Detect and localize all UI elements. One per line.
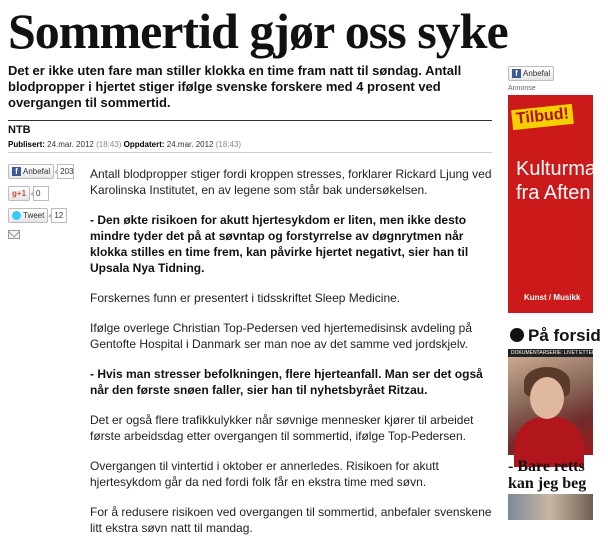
sidebar-like	[508, 63, 554, 81]
ad-line: fra Aften	[516, 182, 591, 204]
author-name[interactable]: NTB	[8, 124, 31, 136]
ad-offer-tag: Tilbud!	[511, 104, 574, 130]
published-label: Publisert:	[8, 140, 45, 149]
article-headline: Sommertid gjør oss syke	[8, 3, 508, 59]
article-paragraph: Antall blodpropper stiger fordi kroppen stresses, forklarer Rickard Ljung ved Karolinska Institutet, en av legene som står bak undersøkelsen.	[90, 167, 492, 197]
article-paragraph: Ifølge overlege Christian Top-Pedersen ved hjertemedisinsk avdeling på Gentofte Hospital i Danmark ser man noe av det samme ved jordskjelv.	[90, 321, 472, 351]
gplus-share	[8, 186, 74, 201]
article-quote: - Hvis man stresser befolkningen, flere hjerteanfall. Man ser det også når den første snøen faller, sier han til nyhetsbyrået Ritzau.	[90, 367, 483, 397]
article-paragraph: Forskernes funn er presentert i tidsskriftet Sleep Medicine.	[90, 291, 401, 305]
byline	[8, 124, 241, 151]
tweet-label: Tweet	[23, 211, 45, 220]
divider	[8, 120, 492, 121]
facebook-icon: f	[12, 167, 21, 176]
ad-line: Kulturma	[516, 158, 597, 180]
advertisement-banner[interactable]	[508, 95, 597, 313]
article-paragraph: For å redusere risikoen ved overgangen til sommertid, anbefaler svenskene litt ekstra søvn natt til mandag.	[90, 505, 492, 535]
published-time: (18:43)	[96, 140, 122, 149]
ad-headline	[516, 157, 596, 205]
teaser-headline[interactable]	[508, 458, 598, 492]
article-paragraph: Det er også flere trafikkulykker når søvnige mennesker kjører til arbeidet første arbeidsdag etter overgangen til sommertid, ifølge Top-Pedersen.	[90, 413, 474, 443]
facebook-share	[8, 164, 74, 179]
front-page-logo-icon	[510, 328, 524, 342]
twitter-share	[8, 208, 74, 223]
article-quote: - Den økte risikoen for akutt hjertesykdom er liten, men ikke desto mindre tyder det på at søvntap og forstyrrelse av døgnrytmen når klokka stilles en time frem, kan påvirke hjertet negativt, sier han til Upsala Nya Tidning.	[90, 213, 469, 275]
updated-date: 24.mar. 2012	[166, 140, 214, 149]
ad-footer: Kunst / Musikk	[524, 293, 581, 302]
twitter-icon	[12, 211, 21, 220]
tweet-count: 12	[51, 208, 67, 223]
article-body	[90, 166, 492, 550]
sidebar-like-label: Anbefal	[523, 69, 551, 78]
teaser-photo[interactable]	[508, 357, 593, 455]
front-page-label: På forsid	[528, 326, 601, 345]
updated-label: Oppdatert:	[123, 140, 165, 149]
google-plus-icon: g	[12, 189, 17, 198]
mail-icon[interactable]	[8, 230, 20, 239]
article-paragraph: Overgangen til vintertid i oktober er annerledes. Risikoen for akutt hjertesykdom går da ned fordi folk får en ekstra time med søvn.	[90, 459, 439, 489]
article-lead: Det er ikke uten fare man stiller klokka en time fram natt til søndag. Antall blodpropper i hjertet stiger ifølge svenske forskere med 4 prosent ved overgangen til sommertid.	[8, 63, 462, 110]
gplus-button[interactable]	[8, 186, 30, 201]
front-page-header[interactable]	[508, 325, 601, 347]
gplus-label: +1	[16, 189, 27, 198]
front-page-strip: DOKUMENTARSERIE: LIVET ETTER	[508, 349, 593, 357]
publish-meta	[8, 138, 241, 151]
gplus-count: 0	[33, 186, 49, 201]
facebook-icon: f	[512, 69, 521, 78]
updated-time: (18:43)	[215, 140, 242, 149]
sidebar-facebook-like-button[interactable]	[508, 66, 554, 81]
tweet-button[interactable]	[8, 208, 48, 223]
facebook-like-label: Anbefal	[23, 167, 51, 176]
teaser-line: kan jeg beg	[508, 475, 587, 492]
published-date: 24.mar. 2012	[47, 140, 94, 149]
ad-label: Annonse	[508, 85, 536, 92]
teaser-line: - Bare retts	[508, 458, 585, 475]
facebook-like-button[interactable]	[8, 164, 54, 179]
teaser-photo-2[interactable]	[508, 494, 593, 520]
divider	[8, 152, 492, 153]
facebook-count: 203	[57, 164, 74, 179]
share-toolbar	[8, 164, 74, 239]
